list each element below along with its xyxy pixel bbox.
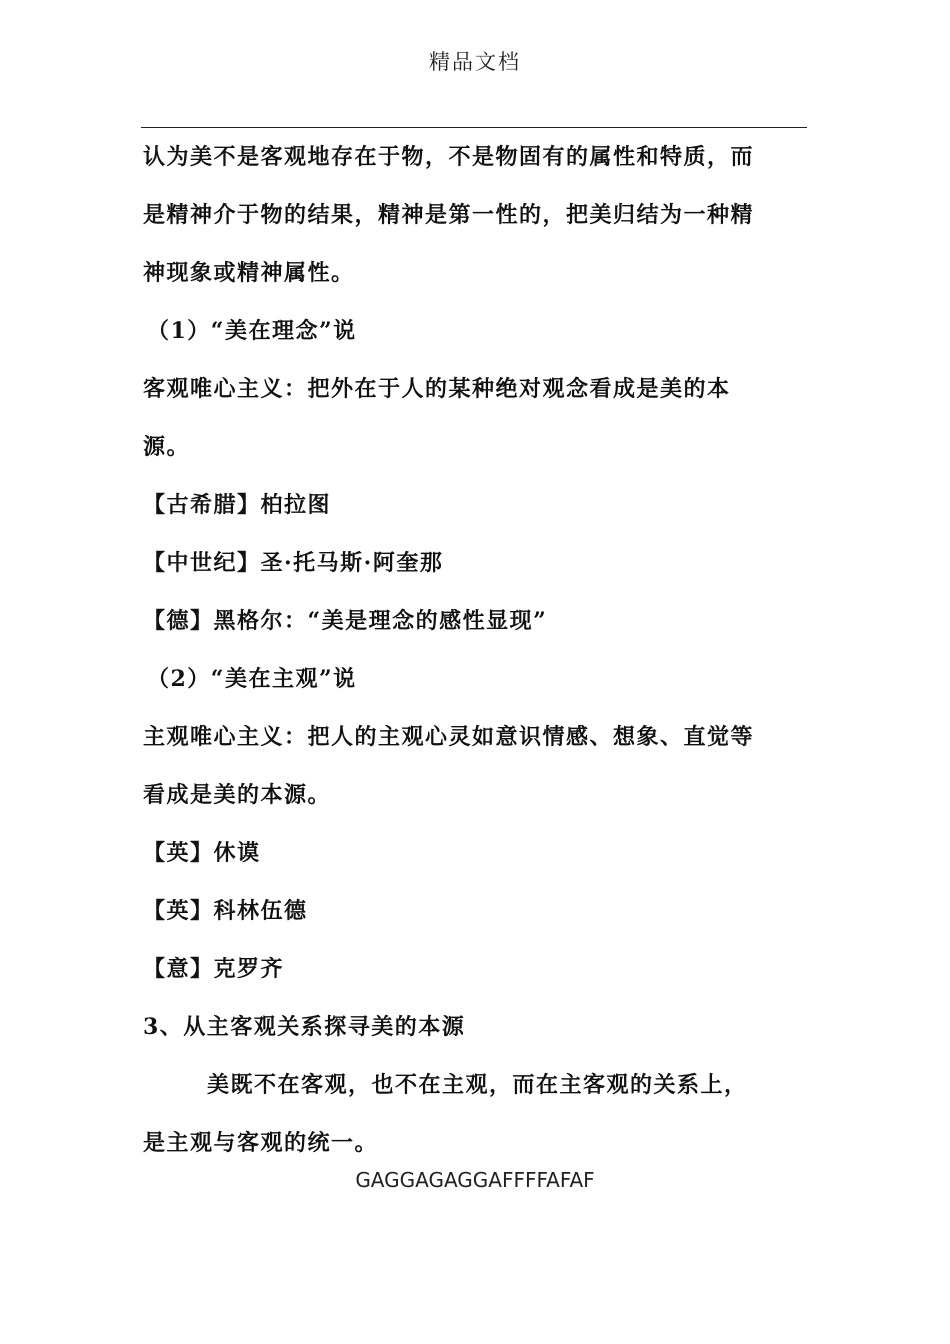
paragraph-line: 是精神介于物的结果，精神是第一性的，把美归结为一种精 bbox=[143, 202, 755, 228]
document-body bbox=[143, 128, 809, 1172]
paragraph-line: 是主观与客观的统一。 bbox=[143, 1130, 379, 1156]
paragraph-line: 神现象或精神属性。 bbox=[143, 260, 355, 286]
paragraph-line: 客观唯心主义：把外在于人的某种绝对观念看成是美的本 bbox=[143, 376, 731, 402]
list-item: 【中世纪】圣·托马斯·阿奎那 bbox=[143, 550, 444, 576]
footer-code: GAGGAGAGGAFFFFAFAF bbox=[355, 1168, 595, 1192]
section-heading: （2）“美在主观”说 bbox=[147, 666, 357, 692]
section-heading: 3、从主客观关系探寻美的本源 bbox=[143, 1014, 466, 1040]
list-item: 【英】科林伍德 bbox=[143, 898, 308, 924]
paragraph-line: 源。 bbox=[143, 434, 191, 460]
paragraph-line: 认为美不是客观地存在于物，不是物固有的属性和特质，而 bbox=[143, 144, 755, 170]
list-item: 【英】休谟 bbox=[143, 840, 261, 866]
page-header: 精品文档 bbox=[429, 50, 521, 74]
paragraph-line: 看成是美的本源。 bbox=[143, 782, 332, 808]
list-item: 【古希腊】柏拉图 bbox=[143, 492, 332, 518]
list-item: 【意】克罗齐 bbox=[143, 956, 285, 982]
section-heading: （1）“美在理念”说 bbox=[147, 318, 357, 344]
list-item: 【德】黑格尔：“美是理念的感性显现” bbox=[143, 608, 548, 634]
paragraph-line: 美既不在客观，也不在主观，而在主客观的关系上， bbox=[207, 1072, 748, 1098]
paragraph-line: 主观唯心主义：把人的主观心灵如意识情感、想象、直觉等 bbox=[143, 724, 755, 750]
